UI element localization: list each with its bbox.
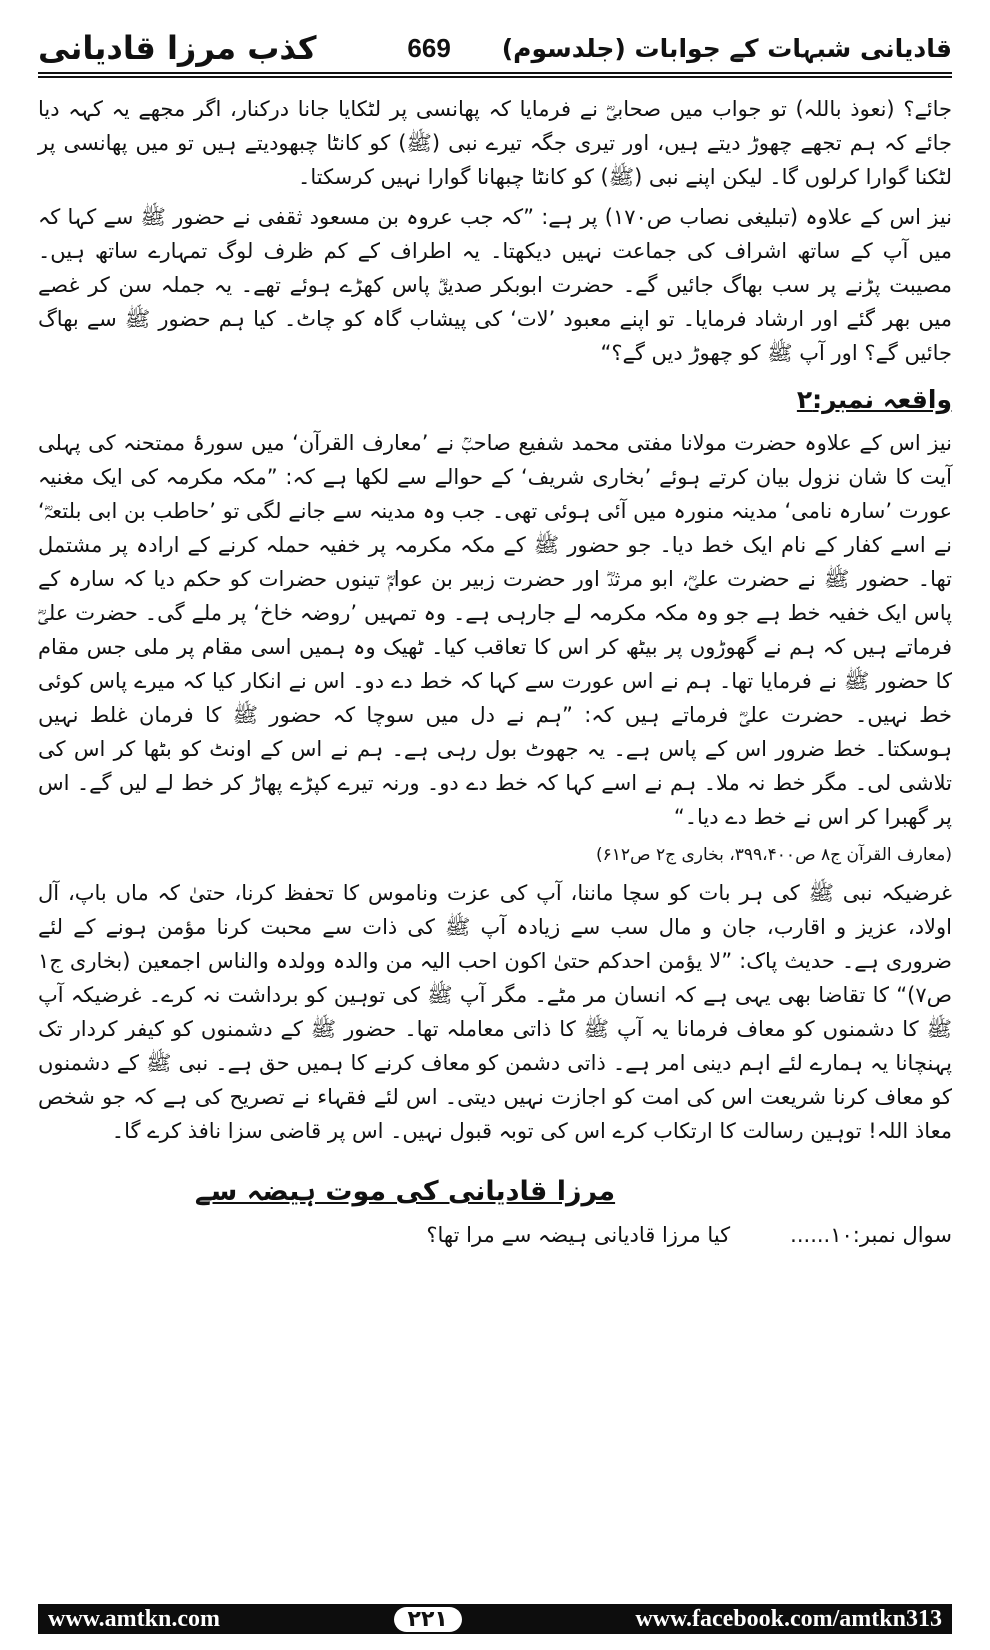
section-title: مرزا قادیانی کی موت ہیضہ سے (194, 1176, 616, 1207)
page-body (38, 92, 952, 1252)
question-text: کیا مرزا قادیانی ہیضہ سے مرا تھا؟ (426, 1223, 731, 1247)
page-header (38, 28, 952, 68)
footer-page-number: ۲۲۱ (394, 1607, 462, 1632)
footer-facebook-link[interactable]: www.facebook.com/amtkn313 (635, 1605, 942, 1632)
page-footer (38, 1604, 952, 1634)
reference-citation: (معارف القرآن ج۸ ص۳۹۹،۴۰۰، بخاری ج۲ ص۶۱۲) (595, 845, 952, 865)
paragraph: غرضیکہ نبی ﷺ کی ہر بات کو سچا ماننا، آپ کی عزت وناموس کا تحفظ کرنا، حتیٰ کہ ماں باپ، آل اولاد، عزیز و اقارب، جان و مال سب سے زیادہ آپ ﷺ کی ذات سے محبت کرنا مؤمن ہونے کے لئے ضروری ہے۔ حدیث پاک: ”لا یؤمن احدکم حتیٰ اکون احب الیہ من والدہ وولدہ والناس اجمعین (بخاری ج۱ ص۷)“ کا تقاضا بھی یہی ہے کہ انسان مر مٹے۔ مگر آپ ﷺ کی توہین کو برداشت نہ کرے۔ غرضیکہ آپ ﷺ کا دشمنوں کو معاف فرمانا یہ آپ ﷺ کا ذاتی معاملہ تھا۔ حضور ﷺ کے دشمنوں کو کیفر کردار تک پہنچانا یہ ہمارے لئے اہم دینی امر ہے۔ ذاتی دشمن کو معاف کرنے کا ہمیں حق ہے۔ نبی ﷺ کے دشمنوں کو معاف کرنا شریعت اس کی امت کو اجازت نہیں دیتی۔ اس لئے فقہاء نے تصریح کی ہے کہ جو شخص معاذ اللہ! توہین رسالت کا ارتکاب کرے اس کی توبہ قبول نہیں۔ اس پر قاضی سزا نافذ کرے گا۔ (38, 881, 952, 1143)
header-page-number: 669 (407, 32, 451, 63)
footer-website-link[interactable]: www.amtkn.com (48, 1605, 220, 1632)
paragraph: نیز اس کے علاوہ حضرت مولانا مفتی محمد شفیع صاحبؒ نے ’معارف القرآن‘ میں سورۂ ممتحنہ کی پہلی آیت کا شان نزول بیان کرتے ہوئے ’بخاری شریف‘ کے حوالے سے لکھا ہے کہ: ”مکہ مکرمہ کی ایک مغنیہ عورت ’سارہ نامی‘ مدینہ منورہ میں آئی ہوئی تھی۔ جب وہ مدینہ سے جانے لگی تو ’حاطب بن ابی بلتعہؓ‘ نے اسے کفار کے نام ایک خط دیا۔ جو حضور ﷺ کے مکہ مکرمہ پر خفیہ حملہ کرنے کے ارادہ پر مشتمل تھا۔ حضور ﷺ نے حضرت علیؓ، ابو مرثدؓ اور حضرت زبیر بن عوامؓ تینوں حضرات کو حکم دیا کہ سارہ کے پاس ایک خفیہ خط ہے جو وہ مکہ مکرمہ لے جارہی ہے۔ وہ تمہیں ’روضہ خاخ‘ پر ملے گی۔ حضرت علیؓ فرماتے ہیں کہ ہم نے گھوڑوں پر بیٹھ کر اس کا تعاقب کیا۔ ٹھیک وہ ہمیں اسی مقام پر ملی جس مقام کا حضور ﷺ نے فرمایا تھا۔ ہم نے اس عورت سے کہا کہ خط دے دو۔ اس نے انکار کیا کہ میرے پاس کوئی خط نہیں۔ حضرت علیؓ فرماتے ہیں کہ: ”ہم نے دل میں سوچا کہ حضور ﷺ کا فرمان غلط نہیں ہوسکتا۔ خط ضرور اس کے پاس ہے۔ یہ جھوٹ بول رہی ہے۔ ہم نے اس کے اونٹ کو بٹھا کر اس کی تلاشی لی۔ مگر خط نہ ملا۔ ہم نے اسے کہا کہ خط دے دو۔ ورنہ تیرے کپڑے پھاڑ کر خط لے لیں گے۔ اس پر گھبرا کر اس نے خط دے دیا۔“ (38, 431, 952, 829)
paragraph: نیز اس کے علاوہ (تبلیغی نصاب ص۱۷۰) پر ہے: ”کہ جب عروہ بن مسعود ثقفی نے حضور ﷺ سے کہا کہ میں آپ کے ساتھ اشراف کی جماعت نہیں دیکھتا۔ یہ اطراف کے کم ظرف لوگ تمہارے ساتھ ہیں۔ مصیبت پڑنے پر سب بھاگ جائیں گے۔ حضرت ابوبکر صدیقؓ پاس کھڑے ہوئے تھے۔ یہ جملہ سن کر غصے میں بھر گئے اور ارشاد فرمایا۔ تو اپنے معبود ’لات‘ کی پیشاب گاہ کو چاٹ۔ کیا ہم حضور ﷺ سے بھاگ جائیں گے؟ اور آپ ﷺ کو چھوڑ دیں گے؟“ (38, 205, 952, 365)
incident-heading: واقعہ نمبر:۲ (796, 385, 952, 414)
header-book-title: کذب مرزا قادیانی (38, 29, 317, 67)
question-row (38, 1218, 952, 1252)
paragraph: جائے؟ (نعوذ باللہ) تو جواب میں صحابیؓ نے فرمایا کہ پھانسی پر لٹکایا جانا درکنار، اگر مجھے یہ کہہ دیا جائے کہ ہم تجھے چھوڑ دیتے ہیں، اور تیری جگہ تیرے نبی (ﷺ) کو کانٹا چبھودیتے ہیں تو میں پھانسی پر لٹکنا گوارا کرلوں گا۔ لیکن اپنے نبی (ﷺ) کو کانٹا چبھانا گوارا نہیں کرسکتا۔ (38, 97, 952, 189)
header-series-title: قادیانی شبہات کے جوابات (جلدسوم) (501, 33, 952, 63)
header-rule-top (38, 72, 952, 74)
header-rule-bottom (38, 76, 952, 78)
question-label: سوال نمبر:۱۰...... (790, 1223, 952, 1247)
